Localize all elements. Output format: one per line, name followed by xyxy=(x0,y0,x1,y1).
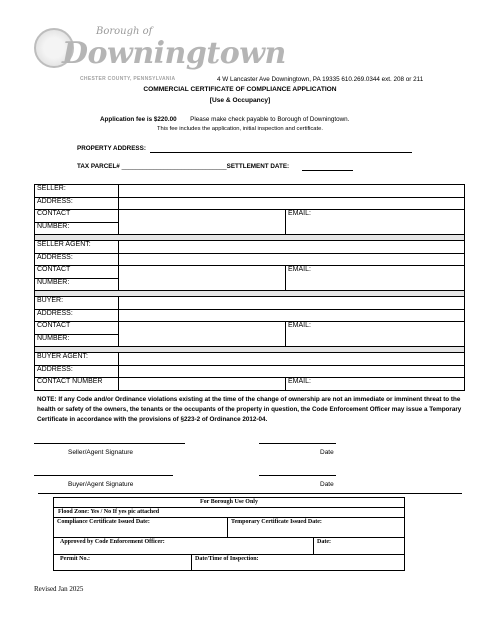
form-title: COMMERCIAL CERTIFICATE OF COMPLIANCE APPLICATION xyxy=(143,86,337,93)
logo-county-text: CHESTER COUNTY, PENNSYLVANIA xyxy=(80,76,176,82)
seller-email-field[interactable] xyxy=(286,210,465,235)
logo-borough-text: Borough of xyxy=(96,26,153,37)
seller-agent-address-label: ADDRESS: xyxy=(35,253,119,266)
form-subtitle: [Use & Occupancy] xyxy=(209,97,271,104)
buyer-name-field[interactable] xyxy=(119,297,465,310)
seller-signature-label: Seller/Agent Signature xyxy=(68,449,134,456)
buyer-signature-label: Buyer/Agent Signature xyxy=(68,481,134,488)
buyer-agent-contact-label: CONTACT NUMBER xyxy=(35,378,119,391)
seller-address-field[interactable] xyxy=(119,197,465,210)
tax-parcel-field[interactable]: ______________________________ xyxy=(121,163,227,170)
borough-use-table xyxy=(53,497,405,571)
tax-parcel-label: TAX PARCEL# xyxy=(77,163,120,170)
buyer-agent-email-field[interactable] xyxy=(286,378,465,391)
property-address-label: PROPERTY ADDRESS: xyxy=(77,145,146,152)
compliance-note: NOTE: If any Code and/or Ordinance violations existing at the time of the change of ownership are not an immediate or imminent threat to the health or safety of the owners, the tenants or the occupants of the property in question, the Code Enforcement Officer may issue a Temporary Certificate in accordance with the provisions of §223-2 of Ordinance 2012-04. xyxy=(37,396,462,423)
temporary-issued-field[interactable]: Temporary Certificate Issued Date: xyxy=(228,518,405,538)
seller-number-label: NUMBER: xyxy=(35,222,119,235)
seller-agent-email-label: EMAIL: xyxy=(288,266,311,273)
buyer-signature-line[interactable] xyxy=(34,475,173,476)
seller-name-field[interactable] xyxy=(119,185,465,198)
seller-name-row xyxy=(35,185,465,198)
logo-town-text: Downingtown xyxy=(62,36,286,71)
seller-agent-address-field[interactable] xyxy=(119,253,465,266)
revision-date: Revised Jan 2025 xyxy=(34,585,84,593)
inspection-field[interactable]: Date/Time of Inspection: xyxy=(192,555,405,571)
seller-contact-row xyxy=(35,210,465,223)
seller-address-row xyxy=(35,197,465,210)
seller-name-label: SELLER: xyxy=(35,185,119,198)
buyer-agent-address-field[interactable] xyxy=(119,365,465,378)
seller-date-line[interactable] xyxy=(259,443,336,444)
parties-table xyxy=(34,184,465,391)
tax-parcel-line xyxy=(77,163,289,170)
borough-use-heading: For Borough Use Only xyxy=(54,498,405,508)
seller-address-label: ADDRESS: xyxy=(35,197,119,210)
buyer-agent-contact-field[interactable] xyxy=(119,378,286,391)
seller-contact-label: CONTACT xyxy=(35,210,119,223)
seller-date-label: Date xyxy=(320,449,334,456)
buyer-contact-label: CONTACT xyxy=(35,322,119,335)
buyer-number-label: NUMBER: xyxy=(35,334,119,347)
seller-agent-contact-field[interactable] xyxy=(119,266,286,291)
buyer-date-label: Date xyxy=(320,481,334,488)
seller-agent-name-field[interactable] xyxy=(119,241,465,254)
property-address-field[interactable] xyxy=(150,152,412,153)
seller-agent-name-label: SELLER AGENT: xyxy=(35,241,119,254)
buyer-contact-field[interactable] xyxy=(119,322,286,347)
seller-contact-field[interactable] xyxy=(119,210,286,235)
buyer-date-line[interactable] xyxy=(259,475,336,476)
approval-date-field[interactable]: Date: xyxy=(314,538,405,555)
fee-line xyxy=(100,116,349,123)
compliance-issued-field[interactable]: Compliance Certificate Issued Date: xyxy=(54,518,228,538)
seller-signature-line[interactable] xyxy=(34,443,185,444)
buyer-name-label: BUYER: xyxy=(35,297,119,310)
seller-agent-number-label: NUMBER: xyxy=(35,278,119,291)
seller-email-label: EMAIL: xyxy=(288,210,311,217)
seller-agent-name-row xyxy=(35,241,465,254)
buyer-address-field[interactable] xyxy=(119,309,465,322)
buyer-agent-name-field[interactable] xyxy=(119,353,465,366)
buyer-address-label: ADDRESS: xyxy=(35,309,119,322)
fee-amount: Application fee is $220.00 xyxy=(100,116,177,123)
flood-zone-field[interactable]: Flood Zone: Yes / No If yes pic attached xyxy=(54,508,405,518)
buyer-agent-email-label: EMAIL: xyxy=(288,378,311,385)
buyer-agent-name-label: BUYER AGENT: xyxy=(35,353,119,366)
office-address: 4 W Lancaster Ave Downingtown, PA 19335 610.269.0344 ext. 208 or 211 xyxy=(217,76,424,83)
seller-agent-contact-label: CONTACT xyxy=(35,266,119,279)
settlement-date-field[interactable] xyxy=(302,170,353,171)
settlement-date-label: SETTLEMENT DATE: xyxy=(226,163,290,170)
borough-use-separator xyxy=(38,493,462,494)
buyer-agent-address-label: ADDRESS: xyxy=(35,365,119,378)
fee-instruction: Please make check payable to Borough of Downingtown. xyxy=(190,116,350,123)
fee-note: This fee includes the application, initial inspection and certificate. xyxy=(157,126,323,132)
permit-no-field[interactable]: Permit No.: xyxy=(54,555,192,571)
seller-agent-email-field[interactable] xyxy=(286,266,465,291)
buyer-email-field[interactable] xyxy=(286,322,465,347)
buyer-email-label: EMAIL: xyxy=(288,322,311,329)
approved-by-field[interactable]: Approved by Code Enforcement Officer: xyxy=(54,538,314,555)
